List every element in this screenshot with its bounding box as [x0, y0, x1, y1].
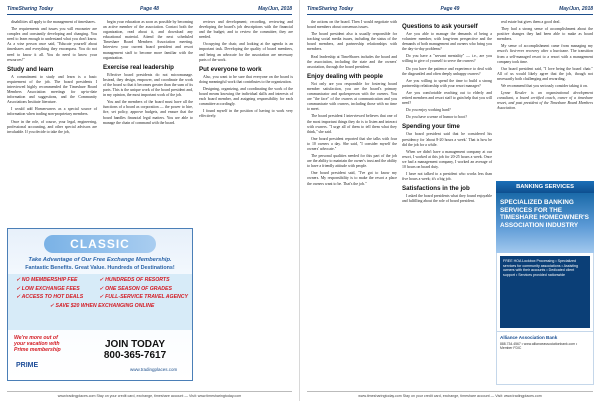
paragraph: I asked the board presidents what they found enjoyable and fulfilling about the role of board president. — [402, 194, 492, 204]
join-label: JOIN TODAY — [104, 339, 166, 350]
paragraph: The personal qualities needed for this part of the job are the ability to maintain the owner's trust and the ability to have a friendly attitude with people. — [307, 154, 397, 169]
question-item: Do you enjoy working hard? — [406, 108, 451, 113]
publication-name: TimeSharing Today — [7, 6, 54, 12]
banner-details — [496, 253, 594, 331]
page-number: Page 48 — [140, 6, 159, 12]
paragraph: Real leadership at TimeShares includes the board and the association, including the state and the owners' association, through the board president. — [307, 54, 397, 69]
page-number: Page 49 — [440, 6, 460, 12]
section-heading: Spending your time — [402, 123, 460, 131]
paragraph: They had a strong sense of accomplishment about the positive changes they had been able to make as board members. — [497, 27, 593, 42]
section-heading: Put everyone to work — [199, 65, 262, 73]
banking-services-ad[interactable] — [496, 181, 594, 385]
paragraph: A commitment to study and learn is a basic requirement of the job. The board presidents I interviewed highly recommended the Timeshare Board Members Association meetings for up-to-date information and suggestions, and the Community Associations Institute literature. — [7, 74, 97, 105]
bank-contact[interactable]: 888.734.4567 • www.allianceassociationbank.com • Member FDIC — [500, 342, 578, 351]
ad-benefits-list — [16, 277, 188, 309]
question-item: Are you comfortable reaching out to elderly and retired members and resort staff to gain help that you will need? — [402, 90, 492, 106]
section-heading: Study and learn — [7, 65, 54, 73]
paragraph: real estate but gives them a good deal. — [501, 20, 561, 24]
banner-graphic — [496, 193, 594, 253]
ad-subheadline: Fantastic Benefits. Great Value. Hundreds of Destinations! — [25, 265, 175, 271]
benefit-item: ✓ HUNDREDS OF RESORTS — [99, 277, 170, 283]
trading-places-ad[interactable] — [7, 228, 193, 381]
phone-number: 800-365-7617 — [103, 350, 167, 361]
paragraph: reviews and development; recording, reviewing and developing the board's job descriptions with the financial and the budget; and to review the committee, they are needed. — [199, 20, 293, 40]
benefit-item-save: ✓ SAVE $20 WHEN EXCHANGING ONLINE — [49, 302, 155, 309]
paragraph: We recommend that you seriously consider taking it on. — [501, 84, 588, 89]
benefit-item: ✓ NO MEMBERSHIP FEE — [16, 277, 78, 283]
question-item: Are you willing to spend the time to build a strong partnership relationship with your resort manager? — [402, 78, 492, 88]
paragraph: I would add Homeowners as a special source of information when trading non-proprietary members. — [7, 107, 97, 117]
question-item: Do you have a sense of humor to boot? — [406, 115, 467, 120]
paragraph: begin your education as soon as possible by becoming an active member of the association. Contact both the organization, read about it, and download any educational material. Attend the next scheduled Timeshare Board Members Association meeting. Interview your current board president and resort management staff to become more familiar with the organization. — [103, 20, 193, 60]
article-column-3 — [497, 20, 593, 114]
ad-headline: Take Advantage of Our Free Exchange Membership. — [28, 257, 172, 263]
banner-headline: SPECIALIZED BANKING SERVICES FOR THE TIMESHARE HOMEOWNER'S ASSOCIATION INDUSTRY — [500, 199, 589, 229]
paragraph: disabilities all apply to the management of timeshares. — [11, 20, 96, 24]
benefit-item: ✓ FULL-SERVICE TRAVEL AGENCY — [99, 294, 188, 300]
issue-date: May/Jun, 2018 — [258, 6, 292, 12]
right-page — [300, 0, 600, 401]
paragraph: My sense of accomplishment came from managing my resort's first-ever recovery after a hurricane. The transition from a self-managed resort to a resort with a management company took time. — [497, 44, 593, 64]
paragraph: Once in the role, of course, your legal, engineering, professional accounting, and other special advisors are invaluable. If you decide to take the job, — [7, 119, 97, 134]
classic-logo: CLASSIC — [44, 235, 156, 253]
paragraph: Our board president said, "I love being the board chair." All of us would likely agree that the job, though not necessarily both challenging and rewarding. — [497, 66, 593, 81]
paragraph: I have not talked to a president who works less than five hours a week; it's a big job. — [402, 172, 492, 182]
paragraph: You and the members of the board must have all the functions of a board as corporation — the power to hire, fire, set policy, approve budgets, and ensure that the board handles financial legal matters. You are able to manage the chain of command with the board. — [103, 100, 193, 125]
page-header — [7, 4, 292, 15]
page-footer: www.tradingplaces.com Stay on your credit card, exchange, timeshare account — Visit: www.timesharingtoday.com — [7, 391, 292, 398]
paragraph: I found myself in the position of having to work very effectively. — [199, 109, 293, 119]
article-column-3 — [199, 20, 293, 122]
banner-title: BANKING SERVICES — [496, 181, 594, 193]
ad-tagline: We're more out of your vacation with Prime membership — [14, 335, 61, 353]
paragraph: One board president said, "I've got to know my owners. My responsibility is to make the resort a place the owners want to be. That's the job." — [307, 171, 397, 186]
paragraph: Occupying the chair, and looking at the agenda is an important task. Developing the quality of board members, and being an advocate for the association are necessary parts of the work. — [199, 42, 293, 62]
article-column-1 — [307, 20, 397, 189]
issue-date: May/Jun, 2018 — [559, 6, 593, 12]
banner-services-text: FREE HOA Lockbox Processing • Specialized services for community associations • Assisting owners with their accounts • Dedicated client support • Services provided nationwide — [500, 256, 590, 328]
paragraph: One board president reported that she talks with four to 10 owners a day. She said, "I consider myself the owners' advocate." — [307, 136, 397, 151]
paragraph: When we didn't have a management company at our resort, I worked at this job for 20-25 hours a week. Once we had a management company, I worked an average of 10 hours on board duty. — [402, 149, 492, 169]
section-heading: Questions to ask yourself — [402, 23, 478, 30]
article-column-2 — [402, 20, 492, 206]
author-bio: Lynne Kessler is an organizational development consultant, a board certified coach, owner of a timeshare resort, and past president of the Timeshare Board Members Association. — [497, 91, 593, 111]
section-heading: Exercise real leadership — [103, 63, 174, 71]
article-column-1 — [7, 20, 97, 137]
paragraph: Not only are you responsible for fostering board member satisfaction, you are the board's primary communicator and spokesperson with the owners. You are "the face" of the owners at communication and you communicate with owners, including those with no time to meet. — [307, 81, 397, 112]
paragraph: Designing, organizing, and coordinating the work of the board means knowing the individual skills and interests of each board member, and assigning responsibility for each committee accordingly. — [199, 86, 293, 107]
question-item: Do you have the patience and experience to deal with the disgruntled and often deeply unhappy owners? — [402, 66, 492, 76]
section-heading: Satisfactions in the job — [402, 185, 470, 193]
prime-logo: PRIME — [16, 362, 39, 369]
join-today-cta[interactable] — [82, 339, 188, 361]
paragraph: the actions on the board. Then I would negotiate with board members about consensus issues. — [307, 20, 397, 30]
publication-name: TimeSharing Today — [307, 6, 354, 12]
paragraph: Are you able to manage the demands of being a volunteer member, with long-term perspective and the demands of both management and owners who bring you the day-to-day problems? — [402, 32, 492, 52]
banner-footer — [496, 331, 594, 385]
page-footer: www.timesharingtoday.com Stay on your credit card, exchange, timeshare account — Visit: www.tradingplaces.com — [307, 391, 593, 398]
article-column-2 — [103, 20, 193, 128]
paragraph: Effective board presidents do not micromanage. Instead, they design, empower, and coordinate the work of the board so that it becomes greater than the sum of its parts. This is the unique work of the board president and, in my opinion, the most important work of the job. — [103, 72, 193, 98]
ad-website-link[interactable]: www.tradingplaces.com — [130, 367, 178, 372]
bank-name: Alliance Association Bank — [500, 335, 558, 340]
section-heading: Enjoy dealing with people — [307, 72, 383, 80]
benefit-item: ✓ LOW EXCHANGE FEES — [16, 285, 80, 292]
paragraph: Our board president said that he considered his presidency for 'about 8-20 hours a week.' That is how he did the job for a while. — [402, 132, 492, 147]
benefit-item: ✓ ONE SEASON OF GRADES — [99, 285, 172, 292]
benefit-item: ✓ ACCESS TO HOT DEALS — [16, 294, 84, 300]
page-header — [307, 4, 593, 15]
question-item: Do you have a "servant mentality" — i.e., are you willing to give of yourself to serve the owners? — [402, 54, 492, 64]
paragraph: The board president also is usually responsible for tracking social media issues, including the status of the board members, and partnership relationships with members. — [307, 32, 397, 52]
paragraph: The requirements and issues you will encounter are complex and constantly developing and changing. You need to learn enough to understand what you don't know. As a wise person once said, "Educate yourself about timeshares and everything they encompass. You do not need to know it all. You do need to know your resources!" — [7, 27, 97, 62]
paragraph: The board president I interviewed believes that one of the most important things they do is to listen and interact with owners. "I urge all of them to tell them what they think," she said. — [307, 114, 397, 134]
paragraph: Also, you want to be sure that everyone on the board is doing meaningful work that contributes to the organization. — [199, 74, 293, 84]
